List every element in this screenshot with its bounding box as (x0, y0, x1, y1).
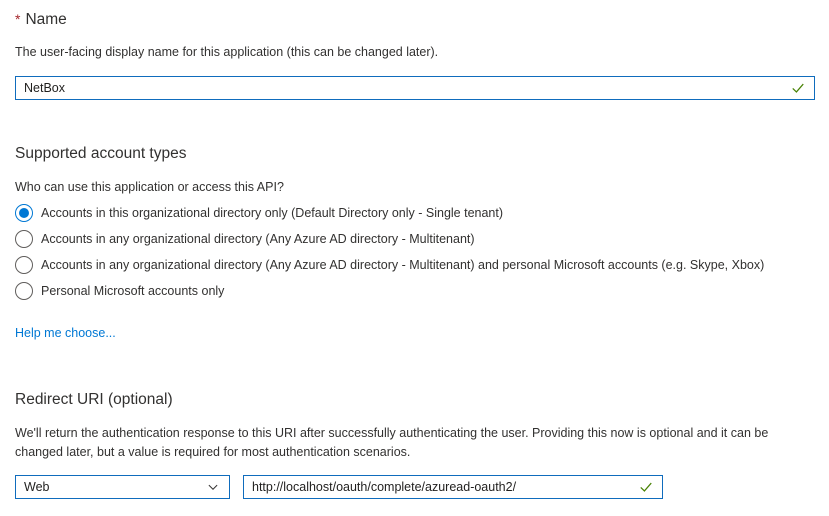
radio-option-multitenant-personal[interactable] (15, 256, 815, 274)
redirect-uri-section (15, 390, 815, 499)
redirect-uri-input[interactable] (243, 475, 663, 499)
redirect-uri-value: http://localhost/oauth/complete/azuread-oauth2/ (252, 480, 517, 494)
required-asterisk: * (15, 11, 21, 27)
radio-button-icon (15, 256, 33, 274)
radio-option-label: Accounts in any organizational directory (Any Azure AD directory - Multitenant) (41, 232, 475, 246)
platform-select-value: Web (24, 480, 50, 494)
name-input-value: NetBox (24, 81, 65, 95)
valid-check-icon (790, 80, 806, 96)
valid-check-icon (638, 479, 654, 495)
name-label: Name (25, 11, 67, 28)
name-input[interactable] (15, 76, 815, 100)
radio-option-personal-only[interactable] (15, 282, 815, 300)
radio-option-label: Personal Microsoft accounts only (41, 284, 225, 298)
help-me-choose-link[interactable]: Help me choose... (15, 326, 116, 340)
chevron-down-icon (205, 479, 221, 495)
name-description: The user-facing display name for this application (this can be changed later). (15, 45, 439, 59)
account-types-section (15, 144, 815, 342)
account-types-question: Who can use this application or access this API? (15, 180, 284, 194)
platform-select[interactable] (15, 475, 230, 499)
account-types-title: Supported account types (15, 145, 187, 162)
radio-option-multitenant[interactable] (15, 230, 815, 248)
radio-option-label: Accounts in this organizational directory only (Default Directory only - Single tenant) (41, 206, 504, 220)
name-section-heading (15, 10, 815, 30)
radio-button-icon (15, 204, 33, 222)
radio-button-icon (15, 230, 33, 248)
radio-option-label: Accounts in any organizational directory (Any Azure AD directory - Multitenant) and personal Microsoft accounts (e.g. Skype, Xbox) (41, 258, 765, 272)
redirect-uri-title: Redirect URI (optional) (15, 391, 173, 408)
redirect-uri-description: We'll return the authentication response to this URI after successfully authenticating the user. Providing this now is optional and it can be changed later, but a value is required for most authentication scenarios. (15, 426, 769, 459)
radio-option-single-tenant[interactable] (15, 204, 815, 222)
redirect-uri-row (15, 475, 815, 499)
radio-button-icon (15, 282, 33, 300)
